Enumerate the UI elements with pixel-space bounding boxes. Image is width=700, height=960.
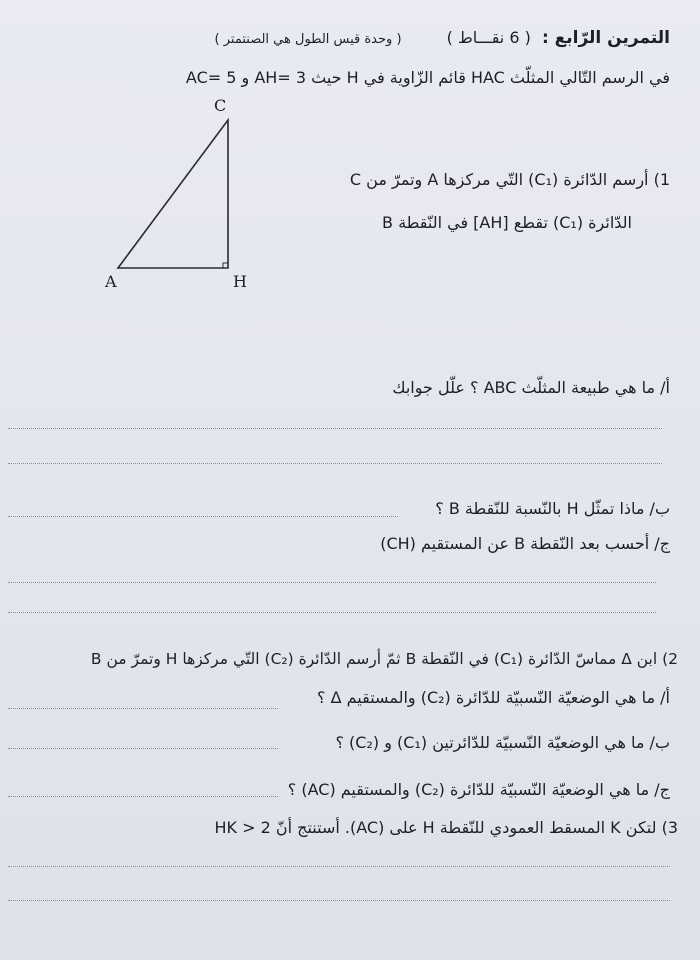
answer-line bbox=[8, 866, 670, 867]
q3-main: 3) لتكن K المسقط العمودي للنّقطة H على (AC). أستنتج أنّ HK > 2 bbox=[214, 818, 678, 837]
q2a-question: أ/ ما هي الوضعيّة النّسبيّة للدّائرة (C₂) والمستقيم Δ ؟ bbox=[317, 688, 670, 707]
q2b-question: ب/ ما هي الوضعيّة النّسبيّة للدّائرتين (C₁) و (C₂) ؟ bbox=[335, 733, 670, 752]
answer-line bbox=[8, 796, 278, 797]
q2-main: 2) ابن Δ مماسّ الدّائرة (C₁) في النّقطة B ثمّ أرسم الدّائرة (C₂) التّي مركزها H وتمرّ من B bbox=[90, 650, 678, 668]
q1c-question: ج/ أحسب بعد النّقطة B عن المستقيم (CH) bbox=[380, 534, 670, 553]
label-a: A bbox=[105, 272, 117, 291]
answer-line bbox=[8, 900, 670, 901]
triangle-figure bbox=[100, 95, 270, 295]
q1a-question: أ/ ما هي طبيعة المثلّث ABC ؟ علّل جوابك bbox=[392, 378, 670, 397]
unit-note: ( وحدة قيس الطول هي الصنتمتر ) bbox=[214, 32, 402, 47]
answer-line bbox=[8, 748, 278, 749]
exercise-points: ( 6 نقـــاط ) bbox=[446, 28, 531, 47]
intro-text: في الرسم التّالي المثلّث HAC قائم الزّاوية في H حيث AH= 3 و AC= 5 bbox=[185, 68, 670, 87]
answer-line bbox=[8, 612, 656, 613]
answer-line bbox=[8, 428, 662, 429]
label-c: C bbox=[214, 96, 227, 115]
exercise-title: التمرين الرّابع : bbox=[541, 28, 670, 48]
answer-line bbox=[8, 582, 656, 583]
q1-line2: الدّائرة (C₁) تقطع [AH] في النّقطة B bbox=[382, 213, 632, 232]
label-h: H bbox=[233, 272, 247, 291]
answer-line bbox=[8, 708, 278, 709]
answer-line bbox=[8, 516, 398, 517]
answer-line bbox=[8, 463, 662, 464]
q2c-question: ج/ ما هي الوضعيّة النّسبيّة للدّائرة (C₂) والمستقيم (AC) ؟ bbox=[287, 780, 670, 799]
triangle-hac bbox=[118, 120, 228, 268]
q1b-question: ب/ ماذا تمثّل H بالنّسبة للنّقطة B ؟ bbox=[435, 499, 670, 518]
q1-line1: 1) أرسم الدّائرة (C₁) التّي مركزها A وتمرّ من C bbox=[349, 170, 670, 189]
exercise-header bbox=[215, 28, 670, 48]
